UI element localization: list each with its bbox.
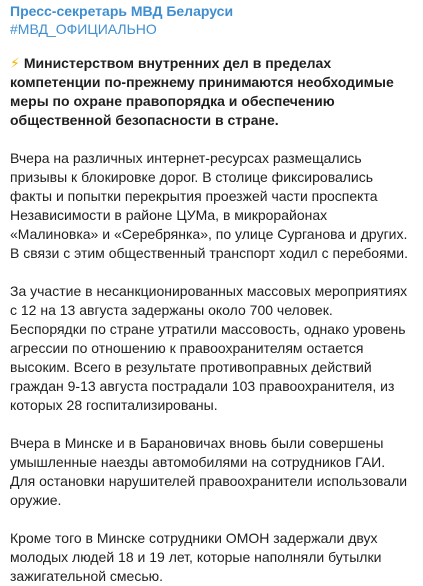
lightning-icon: ⚡: [10, 55, 20, 71]
post-paragraph: Вчера на различных интернет-ресурсах размещались призывы к блокировке дорог. В столице фиксировались факты и попытки перекрытия проезжей части проспекта Независимости в районе ЦУМа, в микрорайонах «Малиновка» и «Серебрянка», по улице Сурганова и других. В связи с этим общественный транспорт ходил с перебоями.: [10, 150, 408, 261]
hashtag-link[interactable]: #МВД_ОФИЦИАЛЬНО: [10, 21, 157, 37]
post-paragraph: Вчера в Минске и в Барановичах вновь были совершены умышленные наезды автомобилями на сотрудников ГАИ. Для остановки нарушителей правоохранители использовали оружие.: [10, 435, 408, 508]
post-paragraph: Кроме того в Минске сотрудники ОМОН задержали двух молодых людей 18 и 19 лет, которые наполняли бутылки зажигательной смесью.: [10, 530, 382, 584]
post-headline: [10, 54, 411, 130]
post-paragraph: За участие в несанкционированных массовых мероприятиях с 12 на 13 августа задержаны около 700 человек. Беспорядки по стране утратили массовость, однако уровень агрессии по отношению к правоохранителям остается высоким. Всего в результате противоправных действий граждан 9-13 августа пострадали 103 правоохранителя, из которых 28 госпитализированы.: [10, 283, 408, 413]
headline-text: Министерством внутренних дел в пределах компетенции по-прежнему принимаются необходимые меры по охране правопорядка и обеспечению общественной безопасности в стране.: [10, 55, 394, 128]
channel-name-link[interactable]: Пресс-секретарь МВД Беларуси: [10, 3, 234, 19]
